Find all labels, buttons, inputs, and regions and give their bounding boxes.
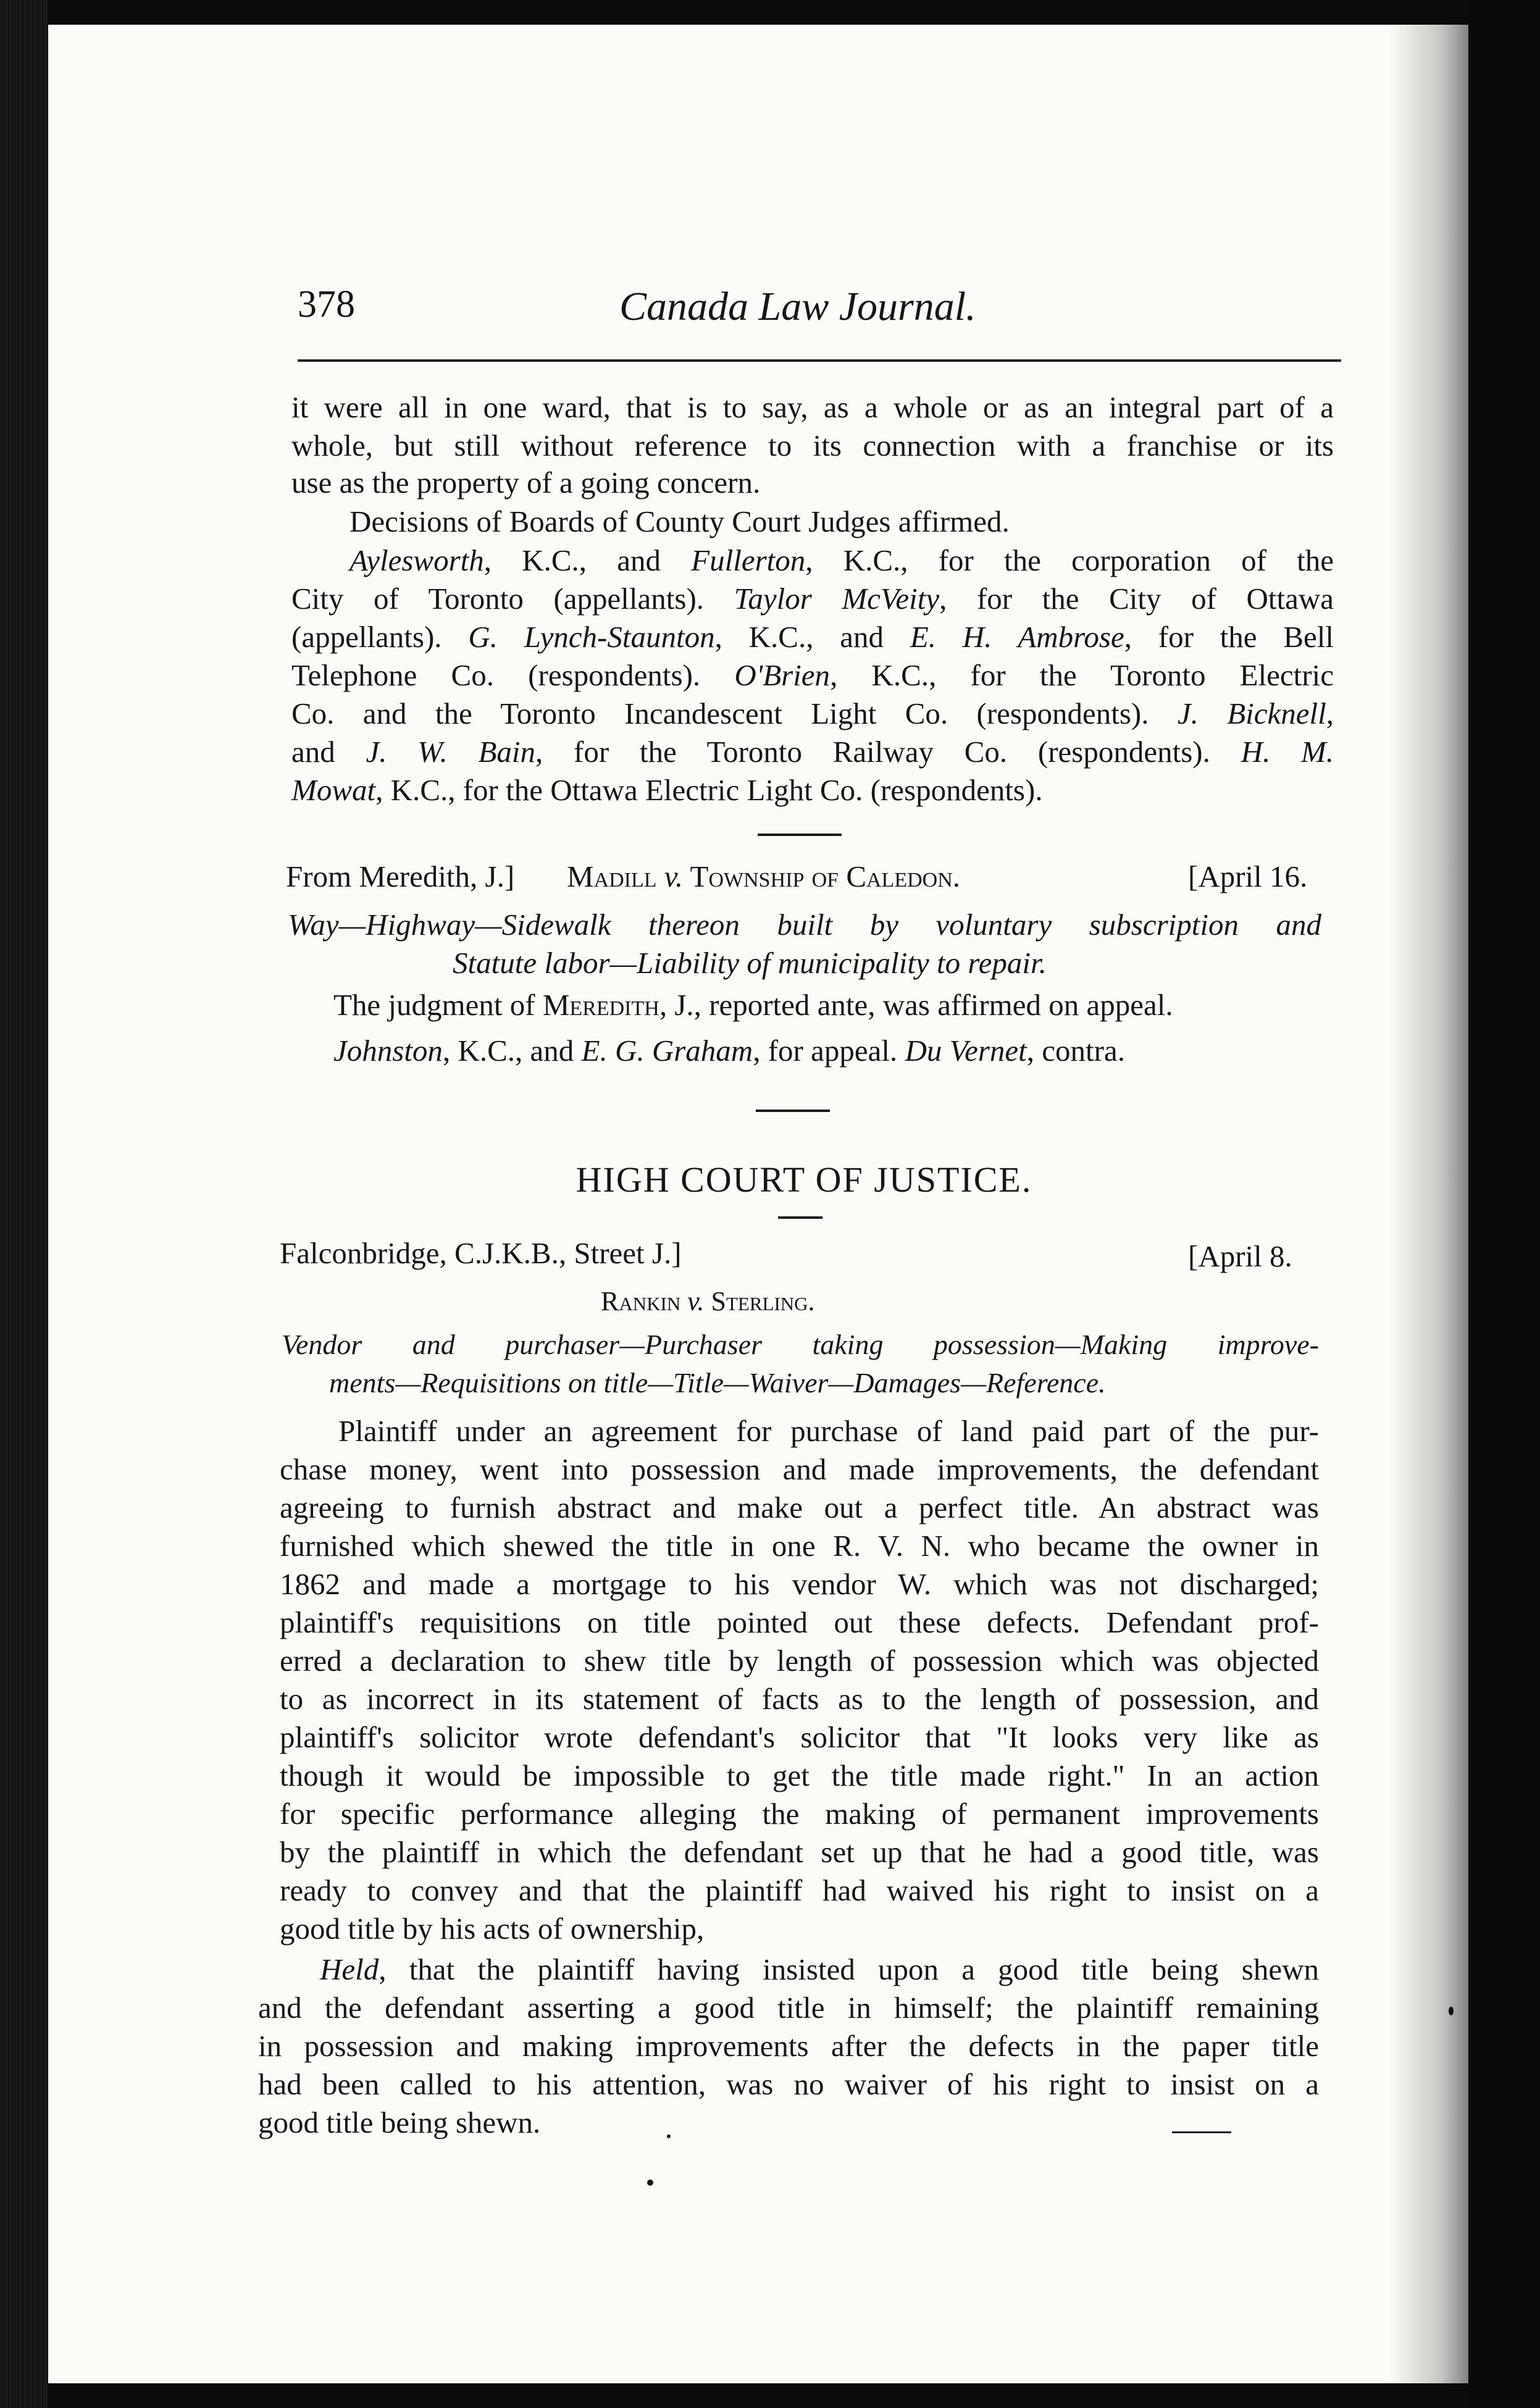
court-judges: Falconbridge, C.J.K.B., Street J.] bbox=[280, 1236, 682, 1270]
case-date: [April 8. bbox=[1188, 1239, 1292, 1273]
text-line: by the plaintiff in which the defendant set up that he had a good title, was bbox=[280, 1835, 1319, 1869]
section-heading: HIGH COURT OF JUSTICE. bbox=[575, 1160, 1032, 1200]
ink-mark bbox=[1172, 2131, 1231, 2133]
text-line: Telephone Co. (respondents). O'Brien, K.C., for the Toronto Electric bbox=[291, 658, 1334, 692]
text-line: (appellants). G. Lynch-Staunton, K.C., and E. H. Ambrose, for the Bell bbox=[291, 620, 1334, 654]
text-line: though it would be impossible to get the title made right." In an action bbox=[280, 1758, 1319, 1792]
book-binding-edge bbox=[0, 0, 48, 2408]
section-divider bbox=[756, 1110, 830, 1112]
decision-line: Decisions of Boards of County Court Judges affirmed. bbox=[349, 504, 1010, 538]
text-line: furnished which shewed the title in one R. V. N. who became the owner in bbox=[280, 1529, 1319, 1563]
text-line: good title by his acts of ownership, bbox=[280, 1912, 705, 1946]
text-line: City of Toronto (appellants). Taylor McVeity, for the City of Ottawa bbox=[291, 582, 1334, 616]
header-rule bbox=[298, 359, 1341, 362]
headnote-line: Statute labor—Liability of municipality to repair. bbox=[453, 946, 1047, 980]
text-line: and J. W. Bain, for the Toronto Railway Co. (respondents). H. M. bbox=[291, 735, 1334, 769]
text-line: erred a declaration to shew title by length of possession which was objected bbox=[280, 1644, 1319, 1678]
text-line: agreeing to furnish abstract and make out a perfect title. An abstract was bbox=[280, 1490, 1319, 1524]
journal-title: Canada Law Journal. bbox=[619, 284, 976, 329]
text-line: and the defendant asserting a good title in himself; the plaintiff remaining bbox=[258, 1991, 1319, 2025]
text-line: use as the property of a going concern. bbox=[291, 466, 761, 500]
text-line: Co. and the Toronto Incandescent Light Co. (respondents). J. Bicknell, bbox=[291, 696, 1334, 730]
heading-rule bbox=[778, 1216, 822, 1219]
text-line: in possession and making improvements after the defects in the paper title bbox=[258, 2029, 1319, 2063]
text-line: for specific performance alleging the making of permanent improvements bbox=[280, 1797, 1319, 1831]
text-line: plaintiff's solicitor wrote defendant's solicitor that "It looks very like as bbox=[280, 1720, 1319, 1754]
text-line: it were all in one ward, that is to say, as a whole or as an integral part of a bbox=[291, 390, 1334, 424]
text-line: Plaintiff under an agreement for purchase of land paid part of the pur- bbox=[338, 1414, 1319, 1448]
scan-border-right bbox=[1468, 0, 1540, 2408]
text-line: Held, that the plaintiff having insisted upon a good title being shewn bbox=[320, 1952, 1319, 1986]
text-line: Aylesworth, K.C., and Fullerton, K.C., for the corporation of the bbox=[349, 543, 1334, 577]
case-title: Rankin v. Sterling. bbox=[601, 1286, 815, 1316]
text-line: Mowat, K.C., for the Ottawa Electric Light Co. (respondents). bbox=[291, 773, 1043, 807]
scan-speck bbox=[647, 2180, 653, 2186]
case-title: Madill v. Township of Caledon. bbox=[567, 859, 961, 893]
text-line: chase money, went into possession and made improvements, the defendant bbox=[280, 1452, 1319, 1486]
page-edge-shadow bbox=[1389, 25, 1476, 2383]
headnote-line: ments—Requisitions on title—Title—Waiver—Damages—Reference. bbox=[329, 1367, 1106, 1398]
case-date: [April 16. bbox=[1188, 859, 1308, 893]
text-line: 1862 and made a mortgage to his vendor W. which was not discharged; bbox=[280, 1567, 1319, 1601]
text-line: plaintiff's requisitions on title pointed out these defects. Defendant prof- bbox=[280, 1605, 1319, 1639]
text-line: had been called to his attention, was no waiver of his right to insist on a bbox=[258, 2067, 1319, 2101]
text-line: whole, but still without reference to its connection with a franchise or its bbox=[291, 429, 1334, 462]
headnote-line: Way—Highway—Sidewalk thereon built by voluntary subscription and bbox=[288, 908, 1321, 942]
text-line: good title being shewn. bbox=[258, 2105, 541, 2139]
scan-speck bbox=[1449, 2007, 1454, 2015]
section-divider bbox=[758, 834, 842, 836]
page-number: 378 bbox=[298, 283, 355, 325]
counsel-line: Johnston, K.C., and E. G. Graham, for appeal. Du Vernet, contra. bbox=[333, 1034, 1125, 1068]
court-from: From Meredith, J.] bbox=[286, 859, 515, 893]
scan-speck bbox=[667, 2134, 671, 2138]
headnote-line: Vendor and purchaser—Purchaser taking possession—Making improve- bbox=[282, 1329, 1319, 1360]
text-line: ready to convey and that the plaintiff had waived his right to insist on a bbox=[280, 1873, 1319, 1907]
judgment-line: The judgment of Meredith, J., reported ante, was affirmed on appeal. bbox=[333, 988, 1173, 1022]
text-line: to as incorrect in its statement of facts as to the length of possession, and bbox=[280, 1682, 1319, 1716]
